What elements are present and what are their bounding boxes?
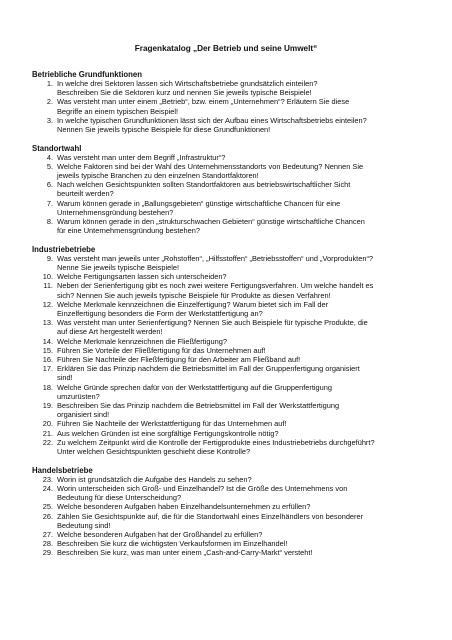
question-item xyxy=(32,79,428,97)
question-text xyxy=(57,484,428,502)
question-text xyxy=(57,475,428,484)
question-text-line: Einzelfertigung besonders die Form der Werkstattfertigung an? xyxy=(57,309,263,319)
question-text xyxy=(57,153,428,162)
section xyxy=(32,245,428,456)
question-number: 23. xyxy=(42,474,53,484)
question-text-line: Welche Merkmale kennzeichnen die Einzelfertigung? Warum bietet sich im Fall der xyxy=(57,299,329,309)
question-number: 6. xyxy=(46,180,53,190)
question-text-line: Beschreiben Sie die Sektoren kurz und nennen Sie jeweils typische Beispiele! xyxy=(57,88,312,98)
question-text-line: Führen Sie Nachteile der Werkstattfertigung für das Unternehmen auf! xyxy=(57,419,287,429)
question-text xyxy=(57,97,428,115)
section xyxy=(32,144,428,236)
section-heading: Industriebetriebe xyxy=(32,244,96,254)
question-text-line: Warum können gerade in „Ballungsgebieten“ günstige wirtschaftliche Chancen für eine xyxy=(57,198,341,208)
question-number: 26. xyxy=(42,511,53,521)
question-number: 15. xyxy=(42,345,53,355)
question-text-line: jeweils typische Branchen zu den einzelnen Standortfaktoren! xyxy=(57,171,259,181)
question-item xyxy=(32,162,428,180)
page-title: Fragenkatalog „Der Betrieb und seine Umwelt“ xyxy=(134,44,318,53)
question-catalog xyxy=(32,70,428,558)
question-number: 28. xyxy=(42,539,53,549)
question-number: 4. xyxy=(46,152,53,162)
question-text xyxy=(57,162,428,180)
question-number: 2. xyxy=(46,97,53,107)
question-number: 17. xyxy=(42,364,53,374)
question-text-line: In welche typischen Grundfunktionen lässt sich der Aufbau eines Wirtschaftsbetriebs einteilen? xyxy=(57,115,367,125)
question-text-line: Was versteht man unter dem Begriff „Infrastruktur“? xyxy=(57,152,226,162)
question-text-line: Erklären Sie das Prinzip nachdem die Betriebsmittel im Fall der Gruppenfertigung organisiert xyxy=(57,364,360,374)
question-item xyxy=(32,97,428,115)
question-number: 13. xyxy=(42,318,53,328)
question-text-line: beurteilt werden? xyxy=(57,189,114,199)
question-text xyxy=(57,383,428,401)
question-number: 8. xyxy=(46,217,53,227)
question-text-line: Beschreiben Sie kurz die wichtigsten Verkaufsformen im Einzelhandel! xyxy=(57,539,288,549)
question-item xyxy=(32,272,428,281)
question-item xyxy=(32,217,428,235)
question-item xyxy=(32,548,428,557)
question-text xyxy=(57,419,428,428)
question-text-line: Welche besonderen Aufgaben hat der Großhandel zu erfüllen? xyxy=(57,529,263,539)
question-text-line: Was versteht man jeweils unter „Rohstoffen“, „Hilfsstoffen“ „Betriebsstoffen“ und „Vorprodukten“? xyxy=(57,253,374,263)
question-text xyxy=(57,548,428,557)
question-item xyxy=(32,502,428,511)
question-text xyxy=(57,217,428,235)
question-text-line: Neben der Serienfertigung gibt es noch zwei weitere Fertigungsverfahren. Um welche handelt es xyxy=(57,281,374,291)
question-text-line: auf diese Art hergestellt werden! xyxy=(57,327,163,337)
question-item xyxy=(32,116,428,134)
question-number: 16. xyxy=(42,355,53,365)
question-text-line: Welche Faktoren sind bei der Wahl des Unternehmensstandorts von Bedeutung? Nennen Sie xyxy=(57,161,364,171)
question-text xyxy=(57,364,428,382)
question-item xyxy=(32,539,428,548)
question-number: 20. xyxy=(42,419,53,429)
question-text xyxy=(57,116,428,134)
question-text-line: Beschreiben Sie das Prinzip nachdem die Betriebsmittel im Fall der Werkstattfertigung xyxy=(57,401,340,411)
question-text xyxy=(57,502,428,511)
question-item xyxy=(32,438,428,456)
question-number: 11. xyxy=(43,281,53,291)
question-item xyxy=(32,346,428,355)
question-item xyxy=(32,484,428,502)
question-item xyxy=(32,475,428,484)
question-number: 9. xyxy=(46,253,53,263)
question-text xyxy=(57,438,428,456)
question-text-line: Beschreiben Sie kurz, was man unter einem „Cash-and-Carry-Markt“ versteht! xyxy=(57,548,313,558)
question-text-line: umzurüsten? xyxy=(57,391,100,401)
question-item xyxy=(32,512,428,530)
question-text-line: Führen Sie Nachteile der Fließfertigung für den Arbeiter am Fließband auf! xyxy=(57,355,301,365)
question-text-line: Warum können gerade in den „strukturschwachen Gebieten“ günstige wirtschaftliche Chancen xyxy=(57,217,365,227)
question-text xyxy=(57,355,428,364)
section xyxy=(32,466,428,558)
question-item xyxy=(32,401,428,419)
question-text-line: Bedeutung für diese Unterscheidung? xyxy=(57,493,182,503)
question-number: 27. xyxy=(42,529,53,539)
question-text xyxy=(57,539,428,548)
question-text xyxy=(57,337,428,346)
question-number: 18. xyxy=(42,382,53,392)
question-text-line: für eine Unternehmensgründung bestehen? xyxy=(57,226,200,236)
question-text-line: Welche Merkmale kennzeichnen die Fließfertigung? xyxy=(57,336,227,346)
question-item xyxy=(32,337,428,346)
question-number: 12. xyxy=(42,299,53,309)
question-text-line: Worin ist grundsätzlich die Aufgabe des Handels zu sehen? xyxy=(57,474,252,484)
question-number: 21. xyxy=(42,428,53,438)
question-item xyxy=(32,383,428,401)
question-number: 10. xyxy=(42,272,53,282)
question-text xyxy=(57,318,428,336)
question-text xyxy=(57,300,428,318)
question-text-line: Nenne Sie jeweils typische Beispiele! xyxy=(57,263,180,273)
question-text xyxy=(57,346,428,355)
question-text-line: Bedeutung sind! xyxy=(57,520,111,530)
question-text xyxy=(57,254,428,272)
section-spacer xyxy=(32,134,428,143)
question-item xyxy=(32,364,428,382)
question-text-line: Worin unterscheiden sich Groß- und Einzelhandel? Ist die Größe des Unternehmens von xyxy=(57,483,348,493)
question-text-line: organisiert sind! xyxy=(57,410,110,420)
question-number: 19. xyxy=(42,401,53,411)
question-text-line: Zählen Sie Gesichtspunkte auf, die für die Standortwahl eines Einzelhändlers von besonderer xyxy=(57,511,364,521)
question-text xyxy=(57,429,428,438)
question-text-line: Zu welchem Zeitpunkt wird die Kontrolle der Fertigprodukte eines Industriebetriebs durchgeführt? xyxy=(57,437,375,447)
question-text-line: Führen Sie Vorteile der Fließfertigung für das Unternehmen auf! xyxy=(57,345,266,355)
question-text-line: Nach welchen Gesichtspunkten sollten Standortfaktoren aus betriebswirtschaftlicher Sicht xyxy=(57,180,351,190)
section-heading: Handelsbetriebe xyxy=(32,465,93,475)
question-text-line: Welche Gründe sprechen dafür von der Werkstattfertigung auf die Gruppenfertigung xyxy=(57,382,332,392)
question-number: 14. xyxy=(42,336,53,346)
question-number: 25. xyxy=(42,502,53,512)
question-item xyxy=(32,355,428,364)
question-number: 5. xyxy=(46,161,53,171)
question-item xyxy=(32,199,428,217)
question-text xyxy=(57,512,428,530)
question-text xyxy=(57,180,428,198)
section-spacer xyxy=(32,456,428,465)
section xyxy=(32,70,428,134)
question-text xyxy=(57,530,428,539)
question-number: 22. xyxy=(42,437,53,447)
section-heading: Standortwahl xyxy=(32,143,82,153)
question-text-line: Was versteht man unter Serienfertigung? Nennen Sie auch Beispiele für typische Produkte, die xyxy=(57,318,368,328)
question-item xyxy=(32,318,428,336)
section-heading: Betriebliche Grundfunktionen xyxy=(32,70,143,79)
question-text xyxy=(57,272,428,281)
question-text-line: Begriffe an einem typischen Beispiel! xyxy=(57,106,179,116)
question-text-line: Unter welchen Gesichtspunkten geschieht diese Kontrolle? xyxy=(57,447,251,457)
question-item xyxy=(32,429,428,438)
section-spacer xyxy=(32,235,428,244)
question-text-line: Unternehmensgründung bestehen? xyxy=(57,207,174,217)
question-item xyxy=(32,153,428,162)
question-number: 24. xyxy=(42,483,53,493)
question-text-line: sich? Nennen Sie auch jeweils typische Beispiele für Produkte as diesen Verfahren! xyxy=(57,290,331,300)
question-text xyxy=(57,281,428,299)
question-text-line: sind! xyxy=(57,373,73,383)
question-item xyxy=(32,300,428,318)
question-text-line: Welche besonderen Aufgaben haben Einzelhandelsunternehmen zu erfüllen? xyxy=(57,502,311,512)
question-text-line: Aus welchen Gründen ist eine sorgfältige Fertigungskontrolle nötig? xyxy=(57,428,279,438)
question-text-line: In welche drei Sektoren lassen sich Wirtschaftsbetriebe grundsätzlich einteilen? xyxy=(57,79,318,88)
question-text xyxy=(57,401,428,419)
question-item xyxy=(32,530,428,539)
question-text-line: Welche Fertigungsarten lassen sich unterscheiden? xyxy=(57,272,227,282)
question-text xyxy=(57,79,428,97)
question-item xyxy=(32,281,428,299)
question-number: 3. xyxy=(46,115,53,125)
question-number: 7. xyxy=(46,198,53,208)
question-number: 29. xyxy=(42,548,53,558)
question-item xyxy=(32,254,428,272)
question-number: 1. xyxy=(46,79,53,88)
question-text-line: Nennen Sie jeweils typische Beispiele für diese Grundfunktionen! xyxy=(57,125,271,135)
question-item xyxy=(32,419,428,428)
question-text-line: Was versteht man unter einem „Betrieb“, bzw. einem „Unternehmen“? Erläutern Sie diese xyxy=(57,97,350,107)
question-text xyxy=(57,199,428,217)
question-item xyxy=(32,180,428,198)
